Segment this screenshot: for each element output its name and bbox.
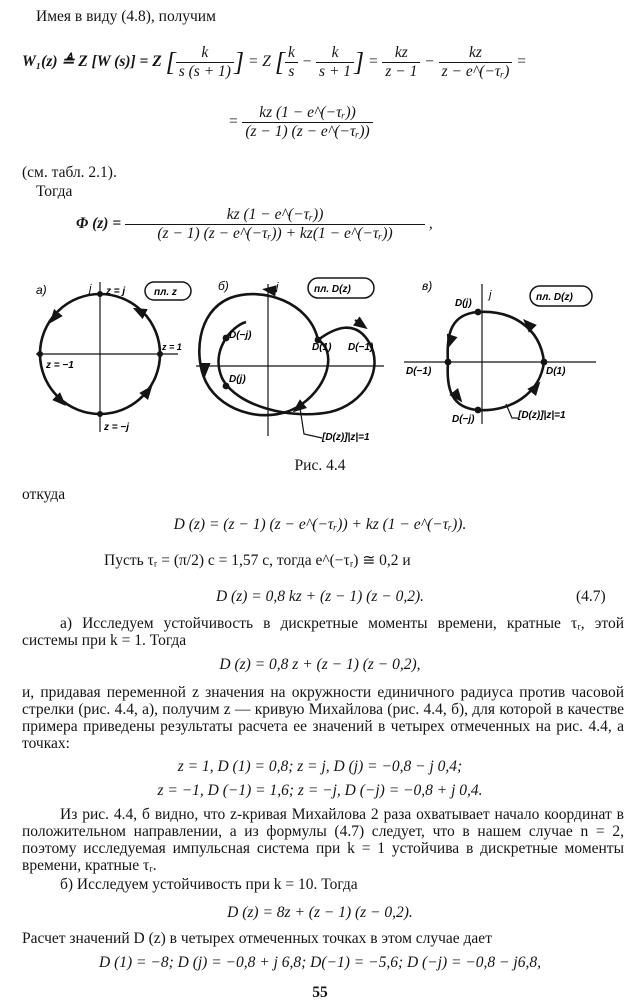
togda-line: Тогда	[36, 183, 73, 200]
label-c-D-mj: D(−j)	[452, 414, 475, 425]
paragraph-a: а) Исследуем устойчивость в дискретные моменты времени, кратные τᵣ, этой системы при k = 1. Тогда	[22, 615, 624, 649]
phi-num: kz (1 − e^(−τᵣ))	[125, 206, 425, 225]
paragraph-mikhailov: и, придавая переменной z значения на окружности единичного радиуса против часовой стрелки (рис. 4.4, а), получим z — кривую Михайлова (рис. 4.4, б), для которой в качестве примера приведены результаты расчета ее значений в четырех отмеченных на рис. 4.4, а точках:	[22, 684, 624, 752]
label-z-1: z = 1	[162, 342, 182, 352]
point-c-D-1	[541, 359, 548, 366]
point-z-j	[97, 291, 103, 297]
panel-a-j: j	[89, 283, 92, 295]
point-z-m1	[37, 351, 43, 357]
intro-line: Имея в виду (4.8), получим	[36, 8, 216, 25]
point-z-mj	[97, 411, 103, 417]
w1-frac1-num: k	[176, 44, 234, 63]
label-c-D-1: D(1)	[546, 366, 566, 377]
panel-a-label: а)	[36, 283, 47, 297]
label-D-m1: D(−1)	[348, 342, 374, 353]
figure-caption: Рис. 4.4	[294, 457, 346, 474]
paragraph-figure: Из рис. 4.4, б видно, что z-кривая Михайлова 2 раза охватывает начало координат в положительном направлении, а из формулы (4.7) следует, что в нашем случае n = 2, поэтому исследуемая импульсная система при k = 1 устойчива в дискретные моменты времени, кратные τᵣ.	[22, 806, 624, 874]
w1-frac3-den: s + 1	[319, 63, 352, 80]
dz-k10: D (z) = 8z + (z − 1) (z − 0,2).	[227, 904, 413, 921]
w1-minus: −	[301, 53, 313, 71]
arrow-b2	[355, 320, 362, 325]
phi-den: (z − 1) (z − e^(−τᵣ)) + kz(1 − e^(−τᵣ))	[157, 225, 393, 242]
paragraph-calc: Расчет значений D (z) в четырех отмеченных точках в этом случае дает	[22, 930, 492, 947]
label-c-D-m1: D(−1)	[406, 366, 432, 377]
phi-equation	[76, 206, 433, 243]
w1b-eq: =	[228, 113, 239, 131]
w1b-den: (z − 1) (z − e^(−τᵣ))	[245, 123, 370, 140]
label-z-mj: z = −j	[104, 422, 130, 433]
label-D-1: D(1)	[312, 342, 332, 353]
point-c-D-mj	[475, 407, 482, 414]
figure-panel-a	[36, 282, 191, 433]
table-ref: (см. табл. 2.1).	[22, 164, 117, 181]
label-D-j: D(j)	[229, 374, 246, 385]
w1-frac4-num: kz	[382, 44, 420, 63]
values-line-1: z = 1, D (1) = 0,8; z = j, D (j) = −0,8 − j 0,4;	[177, 758, 463, 775]
label-c-D-j: D(j)	[455, 298, 472, 309]
pust-line: Пусть τᵣ = (π/2) c = 1,57 с, тогда e^(−τᵣ) ≅ 0,2 и	[104, 552, 411, 569]
otkuda-line: откуда	[22, 486, 66, 503]
panel-b-curve-label: [D(z)]|z|=1	[322, 432, 370, 443]
phi-lhs: Φ (z) =	[76, 215, 122, 233]
panel-c-label: в)	[422, 279, 433, 293]
figure-panel-c	[404, 279, 596, 425]
panel-c-plane: пл. D(z)	[536, 292, 573, 303]
w1-frac5-den: z − e^(−τᵣ)	[441, 63, 510, 80]
w1-mid: = Z	[247, 53, 271, 71]
panel-c-j: j	[489, 289, 492, 301]
panel-c-curve-label: [D(z)]|z|=1	[518, 410, 566, 421]
phi-comma: ,	[428, 215, 433, 233]
eq-4-7-number: (4.7)	[576, 588, 606, 605]
panel-a-plane: пл. z	[154, 287, 177, 298]
values-line-2: z = −1, D (−1) = 1,6; z = −j, D (−j) = −0,8 + j 0,4.	[157, 782, 483, 799]
w1-frac5-num: kz	[439, 44, 513, 63]
w1-eq: =	[368, 53, 379, 71]
arrow-c2	[454, 392, 458, 397]
figure-4-4	[0, 266, 640, 452]
w1-result	[228, 104, 373, 141]
panel-b-j: j	[276, 281, 279, 293]
w1-frac2-den: s	[288, 63, 295, 80]
label-z-j: z = j	[106, 286, 126, 297]
panel-b-label: б)	[218, 279, 229, 293]
w1-frac4-den: z − 1	[385, 63, 418, 80]
point-c-D-j	[475, 309, 482, 316]
dz-general: D (z) = (z − 1) (z − e^(−τᵣ)) + kz (1 − e^(−τᵣ)).	[173, 516, 467, 533]
w1-frac2-num: k	[285, 44, 298, 63]
dz-k1: D (z) = 0,8 z + (z − 1) (z − 0,2),	[219, 656, 421, 673]
eq-4-7: D (z) = 0,8 kz + (z − 1) (z − 0,2).	[215, 588, 424, 605]
paragraph-b: б) Исследуем устойчивость при k = 10. Тогда	[60, 876, 358, 893]
w1-frac3-num: k	[316, 44, 354, 63]
label-D-mj: D(−j)	[229, 330, 252, 341]
w1-end: =	[516, 53, 527, 71]
figure-panel-b	[196, 278, 384, 443]
label-z-m1: z = −1	[46, 360, 74, 371]
w1b-num: kz (1 − e^(−τᵣ))	[242, 104, 372, 123]
panel-b-plane: пл. D(z)	[314, 284, 351, 295]
w1-lhs: W₁(z) ≜ Z [W (s)] = Z	[22, 53, 162, 71]
w1-frac1-den: s (s + 1)	[178, 63, 231, 80]
w1-equation: W₁(z) ≜ Z [W (s)] = Z [ $\frac{k}{s (s + 1)}$ ] = Z [ $\frac{k}{s}$ − $\frac{k}{s + 1}$ ] = $\frac{kz}{z - 1}$ − $\frac{kz}{\text{z − e\textasciicircum{}(−τᵣ)}}$ =	[22, 44, 527, 80]
values-line-3: D (1) = −8; D (j) = −0,8 + j 6,8; D(−1) = −5,6; D (−j) = −0,8 − j6,8,	[99, 954, 541, 971]
point-c-D-m1	[445, 359, 452, 366]
page-number: 55	[312, 984, 328, 1001]
